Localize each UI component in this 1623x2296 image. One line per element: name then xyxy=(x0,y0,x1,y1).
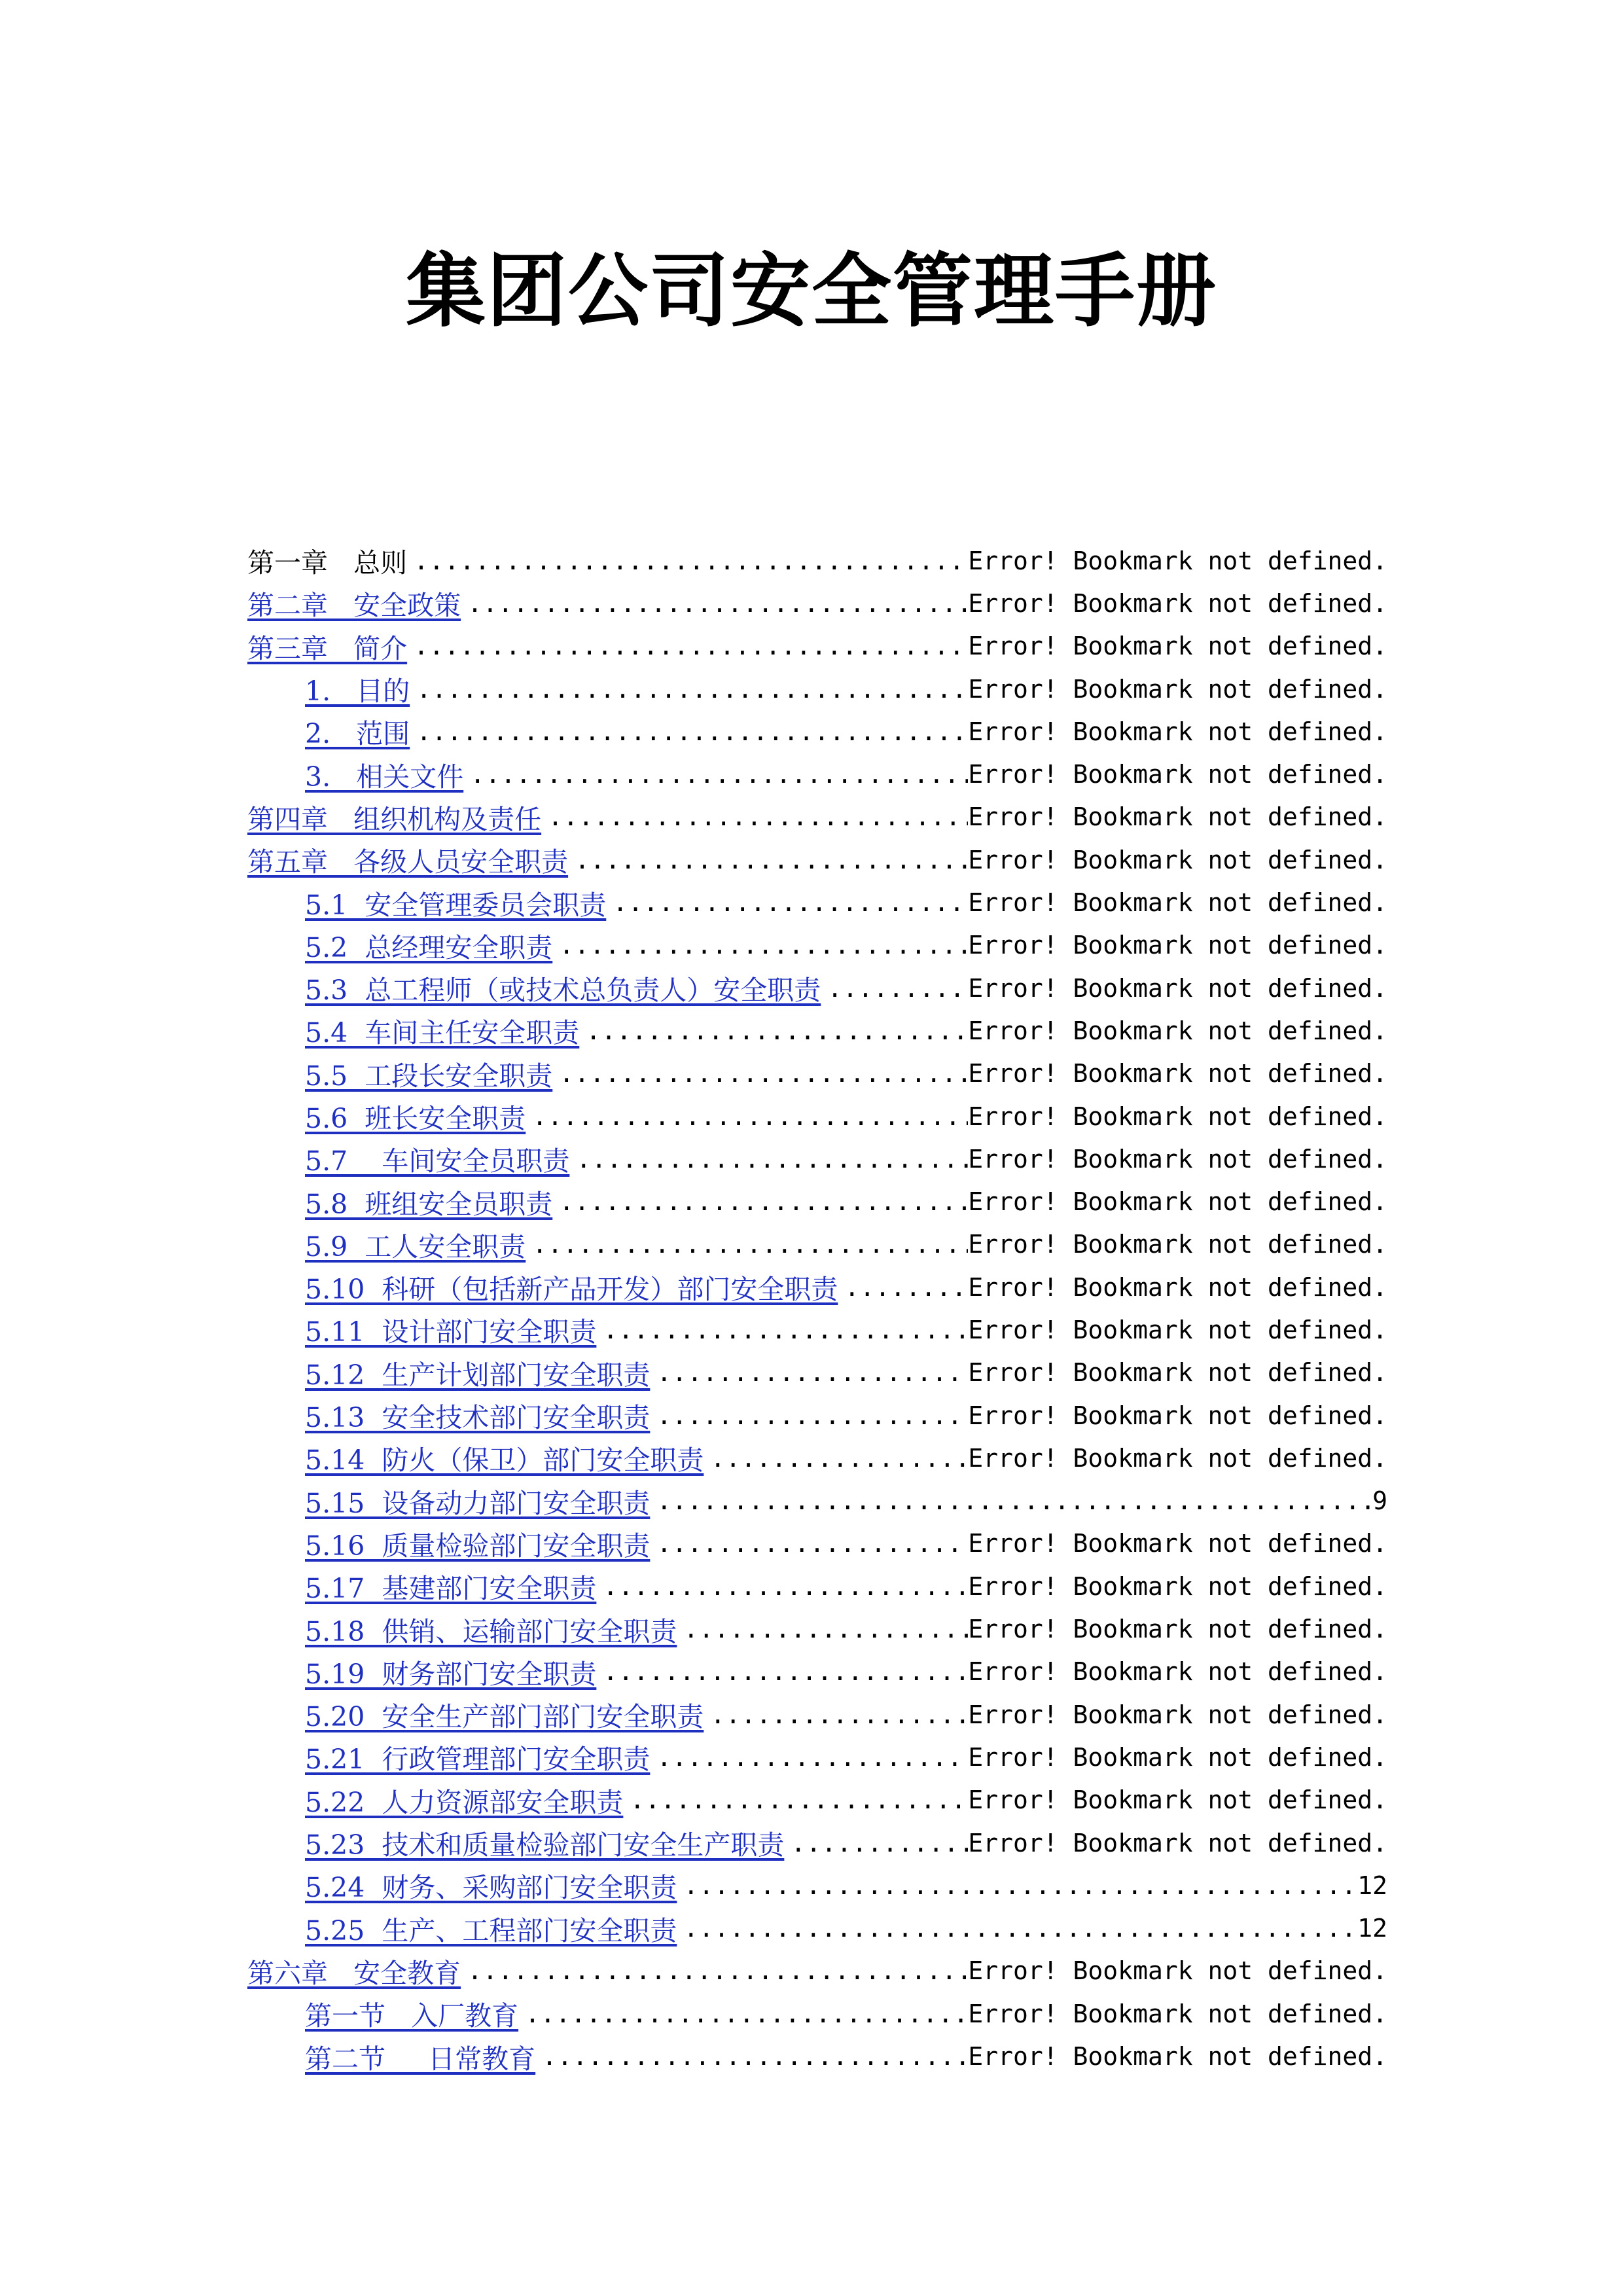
toc-dot-leader xyxy=(677,1871,1357,1900)
toc-dot-leader xyxy=(606,888,968,917)
toc-page-reference: Error! Bookmark not defined. xyxy=(968,845,1387,874)
toc-dot-leader xyxy=(677,1914,1357,1943)
toc-entry-link[interactable]: 5.6 班长安全职责 xyxy=(305,1103,526,1134)
toc-entry[interactable] xyxy=(247,838,1387,881)
toc-dot-leader xyxy=(461,589,968,618)
toc-entry-link[interactable]: 5.4 车间主任安全职责 xyxy=(305,1017,580,1049)
toc-dot-leader xyxy=(650,1358,968,1387)
toc-dot-leader xyxy=(623,1785,968,1814)
toc-dot-leader xyxy=(677,1615,968,1643)
toc-entry-link[interactable]: 5.8 班组安全员职责 xyxy=(305,1188,553,1220)
toc-page-reference: Error! Bookmark not defined. xyxy=(968,1999,1387,2028)
toc-entry-link[interactable]: 第二章 安全政策 xyxy=(247,590,461,622)
toc-page-reference: Error! Bookmark not defined. xyxy=(968,1700,1387,1729)
toc-entry[interactable] xyxy=(247,1009,1387,1052)
toc-dot-leader xyxy=(596,1572,968,1601)
toc-entry-link[interactable]: 5.7 车间安全员职责 xyxy=(305,1145,570,1177)
toc-entry[interactable] xyxy=(247,796,1387,838)
toc-entry-link[interactable]: 5.9 工人安全职责 xyxy=(305,1230,526,1263)
toc-entry[interactable] xyxy=(247,1864,1387,1907)
toc-entry-link[interactable]: 第六章 安全教育 xyxy=(247,1957,461,1989)
toc-entry[interactable] xyxy=(247,2035,1387,2077)
toc-entry[interactable] xyxy=(247,1052,1387,1095)
toc-entry-link[interactable]: 5.15 设备动力部门安全职责 xyxy=(305,1487,651,1519)
toc-entry[interactable] xyxy=(247,1522,1387,1565)
toc-entry[interactable] xyxy=(247,1651,1387,1693)
toc-entry-link[interactable]: 5.20 安全生产部门部门安全职责 xyxy=(305,1701,704,1733)
toc-page-reference: Error! Bookmark not defined. xyxy=(968,760,1387,789)
toc-entry-link[interactable]: 5.10 科研（包括新产品开发）部门安全职责 xyxy=(305,1274,838,1306)
toc-entry-link[interactable]: 3. 相关文件 xyxy=(305,761,464,793)
toc-entry-link[interactable]: 5.2 总经理安全职责 xyxy=(305,931,553,963)
toc-page-reference: Error! Bookmark not defined. xyxy=(968,1529,1387,1558)
toc-page-reference: 9 xyxy=(1372,1486,1387,1516)
toc-page-reference: Error! Bookmark not defined. xyxy=(968,546,1387,575)
toc-dot-leader xyxy=(821,974,968,1003)
toc-dot-leader xyxy=(569,1145,968,1174)
toc-entry[interactable] xyxy=(247,1736,1387,1778)
toc-entry-link[interactable]: 5.16 质量检验部门安全职责 xyxy=(305,1530,651,1562)
toc-page-reference: Error! Bookmark not defined. xyxy=(968,1657,1387,1687)
toc-dot-leader xyxy=(650,1743,968,1772)
toc-dot-leader xyxy=(704,1444,968,1473)
toc-entry-link[interactable]: 5.19 财务部门安全职责 xyxy=(305,1658,597,1690)
toc-page-reference: Error! Bookmark not defined. xyxy=(968,717,1387,746)
toc-page-reference: Error! Bookmark not defined. xyxy=(968,1187,1387,1217)
document-title: 集团公司安全管理手册 xyxy=(406,245,1217,338)
toc-page-reference: Error! Bookmark not defined. xyxy=(968,1059,1387,1088)
toc-dot-leader xyxy=(579,1016,968,1045)
toc-dot-leader xyxy=(552,1187,968,1216)
toc-dot-leader xyxy=(518,2000,968,2028)
toc-page-reference: 12 xyxy=(1357,1871,1387,1900)
toc-entry[interactable] xyxy=(247,1779,1387,1821)
toc-page-reference: Error! Bookmark not defined. xyxy=(968,1571,1387,1601)
toc-entry[interactable] xyxy=(247,1950,1387,1992)
toc-entry[interactable] xyxy=(247,1180,1387,1223)
toc-entry[interactable] xyxy=(247,1437,1387,1479)
table-of-contents xyxy=(247,539,1387,2078)
toc-dot-leader xyxy=(526,1230,968,1259)
toc-entry[interactable] xyxy=(247,1693,1387,1736)
toc-entry-link[interactable]: 5.13 安全技术部门安全职责 xyxy=(305,1402,651,1434)
toc-dot-leader xyxy=(535,2042,968,2071)
toc-entry-link[interactable]: 第四章 组织机构及责任 xyxy=(247,803,542,835)
toc-page-reference: Error! Bookmark not defined. xyxy=(968,1956,1387,1986)
toc-entry-link[interactable]: 5.3 总工程师（或技术总负责人）安全职责 xyxy=(305,975,821,1007)
toc-entry[interactable] xyxy=(247,668,1387,710)
toc-entry-link[interactable]: 第一节 入厂教育 xyxy=(305,2000,519,2032)
toc-entry-link[interactable]: 1. 目的 xyxy=(305,675,410,708)
toc-entry[interactable] xyxy=(247,1138,1387,1180)
toc-entry-link[interactable]: 5.21 行政管理部门安全职责 xyxy=(305,1744,651,1776)
toc-entry[interactable] xyxy=(247,753,1387,795)
toc-page-reference: Error! Bookmark not defined. xyxy=(968,1016,1387,1045)
toc-entry xyxy=(247,539,1387,582)
toc-dot-leader xyxy=(784,1829,968,1857)
toc-dot-leader xyxy=(704,1700,968,1729)
toc-page-reference: Error! Bookmark not defined. xyxy=(968,1785,1387,1815)
toc-entry[interactable] xyxy=(247,1480,1387,1522)
toc-entry[interactable] xyxy=(247,625,1387,668)
toc-dot-leader xyxy=(568,846,968,874)
toc-page-reference: Error! Bookmark not defined. xyxy=(968,1144,1387,1174)
toc-entry[interactable] xyxy=(247,881,1387,924)
toc-dot-leader xyxy=(463,760,968,789)
toc-page-reference: Error! Bookmark not defined. xyxy=(968,931,1387,960)
toc-entry[interactable] xyxy=(247,582,1387,624)
toc-dot-leader xyxy=(650,1486,1372,1515)
toc-dot-leader xyxy=(650,1529,968,1558)
toc-entry[interactable] xyxy=(247,1266,1387,1308)
toc-entry-link[interactable]: 5.18 供销、运输部门安全职责 xyxy=(305,1615,677,1647)
toc-entry[interactable] xyxy=(247,1821,1387,1864)
toc-page-reference: Error! Bookmark not defined. xyxy=(968,632,1387,661)
toc-entry[interactable] xyxy=(247,1308,1387,1351)
toc-dot-leader xyxy=(407,547,968,575)
toc-entry[interactable] xyxy=(247,710,1387,753)
toc-page-reference: Error! Bookmark not defined. xyxy=(968,1401,1387,1430)
toc-entry-link[interactable]: 5.24 财务、采购部门安全职责 xyxy=(305,1872,677,1904)
toc-entry-link[interactable]: 第五章 各级人员安全职责 xyxy=(247,846,569,878)
toc-dot-leader xyxy=(541,802,968,831)
toc-entry[interactable] xyxy=(247,1095,1387,1138)
toc-page-reference: Error! Bookmark not defined. xyxy=(968,1443,1387,1473)
toc-dot-leader xyxy=(596,1316,968,1344)
toc-page-reference: Error! Bookmark not defined. xyxy=(968,1230,1387,1259)
toc-entry[interactable] xyxy=(247,1394,1387,1437)
toc-entry[interactable] xyxy=(247,1607,1387,1650)
toc-page-reference: Error! Bookmark not defined. xyxy=(968,973,1387,1003)
toc-dot-leader xyxy=(596,1657,968,1686)
toc-page-reference: Error! Bookmark not defined. xyxy=(968,1828,1387,1857)
toc-page-reference: Error! Bookmark not defined. xyxy=(968,802,1387,832)
toc-page-reference: Error! Bookmark not defined. xyxy=(968,1615,1387,1644)
toc-entry-link[interactable]: 第二节 日常教育 xyxy=(305,2043,536,2075)
toc-entry-link[interactable]: 5.22 人力资源部安全职责 xyxy=(305,1786,624,1818)
toc-entry-link[interactable]: 第三章 简介 xyxy=(247,632,408,664)
toc-entry-link[interactable]: 5.17 基建部门安全职责 xyxy=(305,1573,597,1605)
toc-page-reference: Error! Bookmark not defined. xyxy=(968,1315,1387,1344)
toc-dot-leader xyxy=(526,1102,968,1131)
toc-dot-leader xyxy=(838,1273,968,1302)
toc-page-reference: Error! Bookmark not defined. xyxy=(968,1102,1387,1131)
toc-dot-leader xyxy=(407,632,968,660)
toc-entry[interactable] xyxy=(247,1907,1387,1950)
toc-entry-link[interactable]: 5.25 生产、工程部门安全职责 xyxy=(305,1914,677,1946)
toc-page-reference: 12 xyxy=(1357,1914,1387,1943)
toc-entry[interactable] xyxy=(247,1352,1387,1394)
toc-entry-link[interactable]: 5.11 设计部门安全职责 xyxy=(305,1316,597,1348)
toc-dot-leader xyxy=(650,1401,968,1430)
toc-entry-link[interactable]: 5.23 技术和质量检验部门安全生产职责 xyxy=(305,1829,785,1861)
toc-entry[interactable] xyxy=(247,1992,1387,2035)
toc-page-reference: Error! Bookmark not defined. xyxy=(968,588,1387,618)
toc-entry[interactable] xyxy=(247,924,1387,967)
toc-entry[interactable] xyxy=(247,1565,1387,1607)
toc-entry-link[interactable]: 5.12 生产计划部门安全职责 xyxy=(305,1359,651,1391)
toc-page-reference: Error! Bookmark not defined. xyxy=(968,2042,1387,2072)
toc-page-reference: Error! Bookmark not defined. xyxy=(968,1358,1387,1388)
toc-dot-leader xyxy=(461,1956,968,1985)
toc-dot-leader xyxy=(410,675,968,704)
toc-entry[interactable] xyxy=(247,967,1387,1009)
toc-dot-leader xyxy=(552,931,968,960)
toc-entry-link[interactable]: 5.5 工段长安全职责 xyxy=(305,1060,553,1092)
toc-page-reference: Error! Bookmark not defined. xyxy=(968,888,1387,918)
toc-dot-leader xyxy=(552,1059,968,1088)
toc-entry-link[interactable]: 5.1 安全管理委员会职责 xyxy=(305,889,607,921)
toc-entry-link[interactable]: 2. 范围 xyxy=(305,718,410,750)
toc-page-reference: Error! Bookmark not defined. xyxy=(968,674,1387,704)
toc-page-reference: Error! Bookmark not defined. xyxy=(968,1272,1387,1302)
toc-entry-label: 第一章 总则 xyxy=(247,547,408,579)
toc-entry-link[interactable]: 5.14 防火（保卫）部门安全职责 xyxy=(305,1444,704,1477)
toc-entry[interactable] xyxy=(247,1223,1387,1266)
toc-dot-leader xyxy=(410,717,968,746)
toc-page-reference: Error! Bookmark not defined. xyxy=(968,1742,1387,1772)
